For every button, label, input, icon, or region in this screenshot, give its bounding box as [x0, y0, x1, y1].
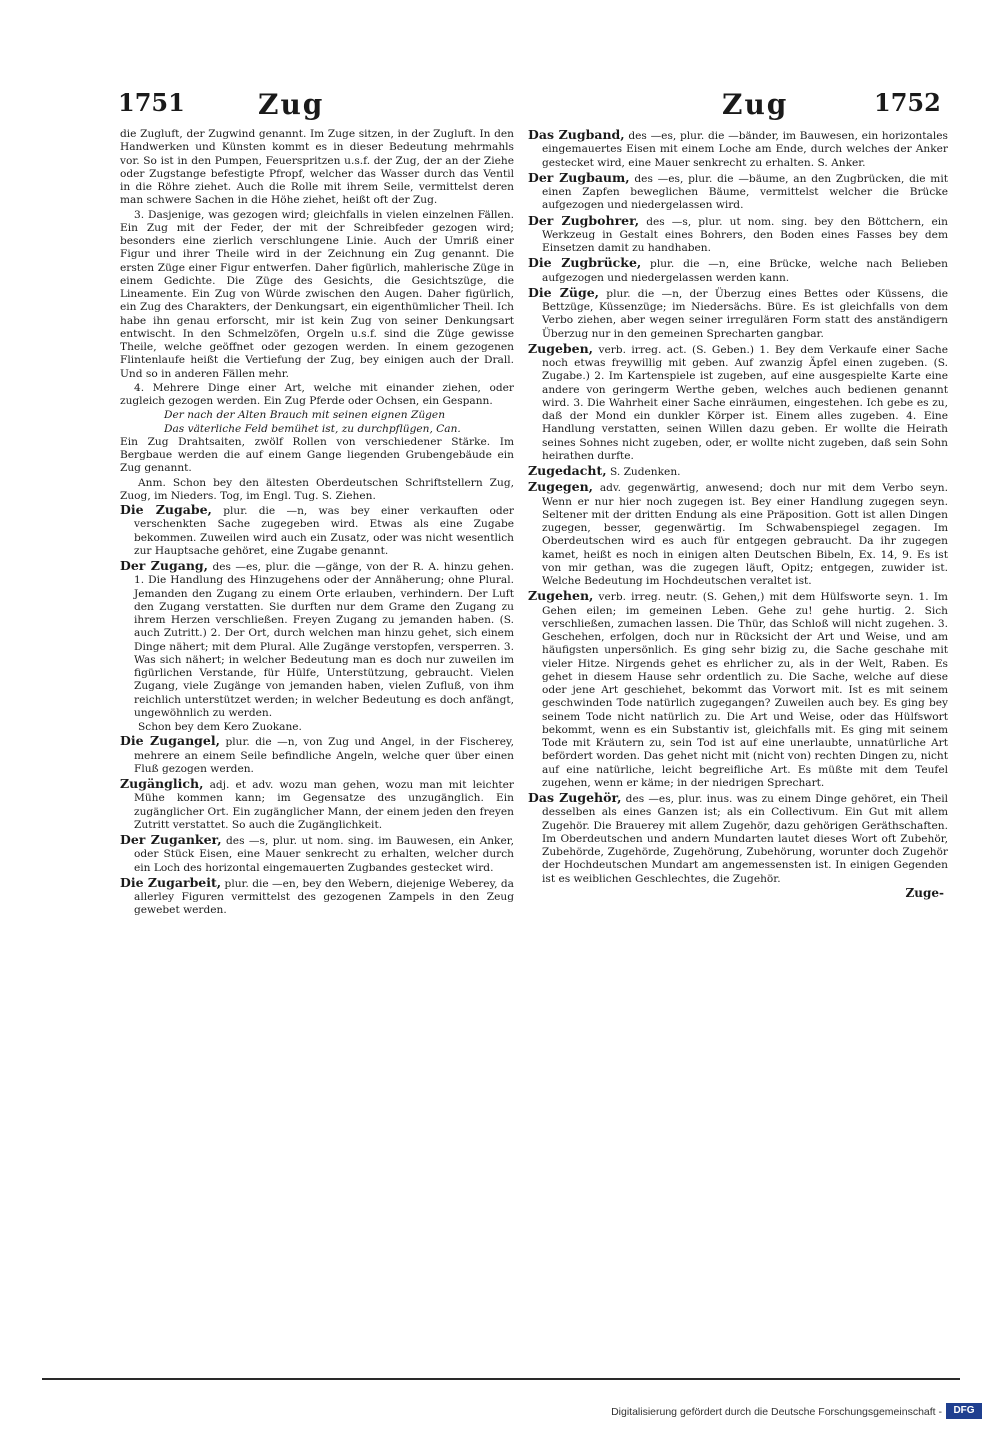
entry-text: Anm. Schon bey den ältesten Oberdeutschen Schriftstellern Zug, Zuog, im Nieders. Tog, im Engl. Tug. S. Ziehen.	[120, 476, 514, 502]
entry-text: des —s, plur. ut nom. sing. im Bauwesen, ein Anker, oder Stück Eisen, eine Mauer senkrecht zu erhalten, welcher durch ein Loch des horizontal eingemauerten Zugbandes gestecket wird.	[134, 835, 514, 874]
headword: Der Zugbaum,	[528, 169, 630, 185]
headword: Zugehen,	[528, 588, 594, 604]
entry-text: Schon bey dem Kero Zuokane.	[138, 721, 302, 733]
entry-text: Das väterliche Feld bemühet ist, zu durchpflügen, Can.	[164, 422, 461, 435]
entry-text: die Zugluft, der Zugwind genannt. Im Zuge sitzen, in der Zugluft. In den Handwerken und Künsten kommt es in dieser Bedeutung mehrmahls vor. So ist in den Pumpen, Feuerspritzen u.s.f. der Zug, der an der Ziehe oder Zugstange befestigte Pfropf, welcher das Wasser durch das Ventil in die Röhre ziehet. Auch die Rolle mit ihrem Seile, vermittelst deren man schwere Sachen in die Höhe ziehet, heißt oft der Zug.	[120, 128, 514, 207]
dictionary-entry	[528, 464, 948, 479]
headword: Zugedacht,	[528, 463, 607, 478]
dictionary-entry	[120, 559, 514, 720]
entry-paragraph	[120, 382, 514, 409]
entry-paragraph	[120, 423, 514, 436]
dictionary-entry	[528, 480, 948, 588]
dictionary-entry	[120, 777, 514, 832]
entry-text: Der nach der Alten Brauch mit seinen eignen Zügen	[164, 409, 446, 422]
headword: Die Zugangel,	[120, 733, 220, 749]
entry-text: verb. irreg. neutr. (S. Gehen,) mit dem Hülfsworte seyn. 1. Im Gehen eilen; im gemeinen Leben. Gehe zu! gehe hurtig. 2. Sich verschließen, zumachen lassen. Die Thür, das Schloß will nicht zugehen. 3. Geschehen, erfolgen, doch nur in Rücksicht der Art und Weise, und am häufigsten unpersönlich. Es ging sehr bizig zu, die Sache geschahe mit vieler Hitze. Nirgends gehet es ehrlicher zu, als in der Welt, Raben. Es gehet in diesem Hause sehr ordentlich zu. Die Sache, welche auf diese oder jene Art geschiehet, bekommt das Vorwort mit. Ist es mit seinem geschwinden Tode natürlich zugegangen? Zuweilen auch bey. Es ging bey seinem Tode nicht natürlich zu. Die Art und Weise, oder das Hülfswort bekommt, wenn es ein Substantiv ist, gleichfalls mit. Es ging mit seinem Tode mit Kräutern zu, sein Tod ist auf eine unerlaubte, unnatürliche Art befördert worden. Das gehet nicht mit (nicht von) rechten Dingen zu, nicht auf eine natürliche, leicht begreifliche Art. Es müßte mit dem Teufel zugehen, wenn er käme; in der niedrigen Sprechart.	[542, 591, 948, 789]
dictionary-entry	[120, 833, 514, 875]
dfg-logo: DFG	[946, 1403, 982, 1419]
headword: Zugegen,	[528, 479, 594, 495]
entry-text: plur. die —n, von Zug und Angel, in der Fischerey, mehrere an einem Seile befindliche Angeln, welche quer über einen Fluß gezogen werden.	[134, 736, 515, 775]
right-column	[528, 128, 948, 900]
dictionary-entry	[528, 128, 948, 170]
headword: Die Zugbrücke,	[528, 255, 642, 271]
funding-note: Digitalisierung gefördert durch die Deutsche Forschungsgemeinschaft -	[611, 1406, 942, 1418]
page-number-right: 1752	[874, 88, 941, 117]
entry-text: adj. et adv. wozu man gehen, wozu man mit leichter Mühe kommen kann; im Gegensatze des unzugänglich. Ein zugänglicher Ort. Ein zugänglicher Mann, der einem jeden den freyen Zutritt verstattet. So auch die Zugänglichkeit.	[134, 779, 514, 831]
headword: Die Zugabe,	[120, 502, 212, 517]
catchword: Zuge-	[905, 885, 944, 900]
dictionary-entry	[528, 589, 948, 790]
headword: Der Zuganker,	[120, 832, 222, 847]
headword: Die Zugarbeit,	[120, 874, 222, 890]
dictionary-entry	[528, 214, 948, 256]
dictionary-entry	[528, 256, 948, 285]
dictionary-entry	[120, 734, 514, 776]
headword: Der Zugang,	[120, 558, 209, 573]
entry-text: plur. die —n, was bey einer verkauften oder verschenkten Sache zugegeben wird. Etwas als eine Zugabe bekommen. Zuweilen wird auch ein Zusatz, oder was nicht wesentlich zur Hauptsache gehöret, eine Zugabe genannt.	[134, 505, 514, 557]
entry-text: Ein Zug Drahtsaiten, zwölf Rollen von verschiedener Stärke. Im Bergbaue werden die auf einem Gange liegenden Grubengebäude ein Zug genannt.	[120, 435, 514, 475]
entry-text: verb. irreg. act. (S. Geben.) 1. Bey dem Verkaufe einer Sache noch etwas freywillig mit geben. Auf zwanzig Äpfel einen zugeben. (S. Zugabe.) 2. Im Kartenspiele ist zugeben, auf eine ausgespielte Karte eine andere von geringerm Werthe geben, welches auch bedienen genannt wird. 3. Die Wahrheit einer Sache einräumen, eingestehen. Ich gebe es zu, daß der Mond ein dunkler Körper ist. Einem alles zugeben. 4. Eine Handlung verstatten, seinen Willen dazu geben. Er wollte die Heirath seines Sohnes nicht zugeben, oder, er wollte nicht zugeben, daß sein Sohn heirathen durfte.	[542, 343, 948, 462]
entry-text: S. Zudenken.	[609, 466, 681, 478]
dictionary-entry	[528, 286, 948, 341]
entry-paragraph	[120, 409, 514, 422]
entry-text: des —es, plur. die —gänge, von der R. A. hinzu gehen. 1. Die Handlung des Hinzugehens oder der Annäherung; ohne Plural. Jemanden den Zugang zu einem Orte erlauben, verhindern. Der Luft den Zugang verstatten. Sie durften nur dem Grame den Zugang zu ihrem Herzen verschließen. Freyen Zugang zu jemanden haben. (S. auch Zutritt.) 2. Der Ort, durch welchen man hinzu gehet, sich einem Dinge nähert; mit dem Plural. Alle Zugänge verstopfen, versperren. 3. Was sich nähert; in welcher Bedeutung man es doch nur zuweilen im figürlichen Verstande, für Hülfe, Unterstützung, gebraucht. Vielen Zugang, viele Zugänge von jemanden haben, vielen Zufluß, von ihm reichlich unterstützet werden; in welcher Bedeutung es doch anfängt, ungewöhnlich zu werden.	[134, 561, 514, 719]
dictionary-entry	[528, 342, 948, 463]
entry-paragraph	[120, 209, 514, 381]
left-column	[120, 128, 514, 919]
entry-text: plur. die —en, bey den Webern, diejenige Weberey, da allerley Figuren vermittelst des gezogenen Zampels in den Zeug gewebet werden.	[134, 877, 514, 917]
entry-text: plur. die —n, eine Brücke, welche nach Belieben aufgezogen und niedergelassen werden kann.	[542, 258, 948, 284]
entry-paragraph	[120, 436, 514, 476]
dictionary-entry	[528, 791, 948, 886]
entry-text: des —es, plur. die —bäume, an den Zugbrücken, die mit einen Zapfen beweglichen Bäume, vermittelst welcher die Brücke aufgezogen und niedergelassen wird.	[542, 172, 948, 212]
entry-text: des —es, plur. die —bänder, im Bauwesen, ein horizontales eingemauertes Eisen mit einem Loche am Ende, durch welches der Anker gestecket wird, eine Mauer senkrecht zu erhalten. S. Anker.	[542, 130, 948, 169]
headword: Das Zugband,	[528, 127, 625, 142]
headword: Die Züge,	[528, 284, 600, 300]
entry-paragraph	[120, 721, 514, 734]
headword: Das Zugehör,	[528, 790, 622, 805]
headword: Zugeben,	[528, 340, 594, 356]
entry-text: 3. Dasjenige, was gezogen wird; gleichfalls in vielen einzelnen Fällen. Ein Zug mit der Feder, der mit der Schreibfeder gezogen wird; besonders eine zierlich verschlungene Linie. Auch der Umriß einer Figur und ihrer Theile wird in der Zeichnung ein Zug genannt. Die ersten Züge einer Figur entwerfen. Daher figürlich, mahlerische Züge in einem Gedichte. Die Züge des Gesichts, die Gesichtszüge, die Lineamente. Ein Zug von Würde zwischen den Augen. Daher figürlich, ein Zug des Charakters, der Denkungsart, ein eigenthümlicher Theil. Ich habe ihn genau erforscht, mir ist kein Zug von seiner Denkungsart entwischt. In den Schmelzöfen, Orgeln u.s.f. sind die Züge gewisse Theile, welche geöffnet oder gezogen werden. In einem gezogenen Flintenlaufe heißt die Vertiefung der Zug, bey einigen auch der Drall. Und so in anderen Fällen mehr.	[120, 208, 514, 380]
entry-text: des —s, plur. ut nom. sing. bey den Böttchern, ein Werkzeug in Gestalt eines Bohrers, den Boden eines Fasses bey dem Einsetzen damit zu handhaben.	[542, 215, 948, 254]
entry-text: adv. gegenwärtig, anwesend; doch nur mit dem Verbo seyn. Wenn er nur hier noch zugegen ist. Bey einer Handlung zugegen seyn. Seltener mit der dritten Endung als eine Präposition. Gott ist allen Dingen zugegen, besser, gegenwärtig. Im Schwabenspiegel zegagen. Im Oberdeutschen wird es auch für entgegen gebraucht. Da ihr zugegen kamet, heißt es noch in einigen alten Deutschen Bibeln, Ex. 14, 9. Es ist von mir gethan, was die zugegen läuft, Opitz; entgegen, zuwider ist. Welche Bedeutung im Hochdeutschen veraltet ist.	[542, 482, 948, 587]
dictionary-entry	[528, 171, 948, 213]
bottom-rule	[42, 1378, 960, 1380]
running-head-left: Zug	[258, 88, 325, 121]
dictionary-entry	[120, 876, 514, 918]
page-number-left: 1751	[118, 88, 185, 117]
dictionary-entry	[120, 503, 514, 558]
entry-text: 4. Mehrere Dinge einer Art, welche mit einander ziehen, oder zugleich gezogen werden. Ein Zug Pferde oder Ochsen, ein Gespann.	[120, 381, 514, 407]
entry-text: des —es, plur. inus. was zu einem Dinge gehöret, ein Theil desselben als eines Ganzen ist; als ein Collectivum. Ein Gut mit allem Zugehör. Die Brauerey mit allem Zugehör, dazu gehörigen Geräthschaften. Im Oberdeutschen und andern Mundarten lautet dieses Wort oft Zubehör, Zubehörde, Zugehörde, Zugehörung, Zubehörung, worunter doch Zugehör der Hochdeutschen Mundart am angemessensten ist. In einigen Gegenden ist es weiblichen Geschlechtes, die Zugehör.	[542, 793, 948, 885]
headword: Der Zugbohrer,	[528, 212, 640, 228]
running-head-right: Zug	[722, 88, 789, 121]
headword: Zugänglich,	[120, 776, 204, 791]
entry-text: plur. die —n, der Überzug eines Bettes oder Küssens, die Bettzüge, Küssenzüge; im Niedersächs. Büre. Es ist gleichfalls von dem Verbo ziehen, aber wegen seiner irregulären Form statt des anständigern Überzug nur in den gemeinen Sprecharten gangbar.	[542, 287, 948, 340]
entry-paragraph	[120, 128, 514, 208]
entry-paragraph	[120, 477, 514, 504]
